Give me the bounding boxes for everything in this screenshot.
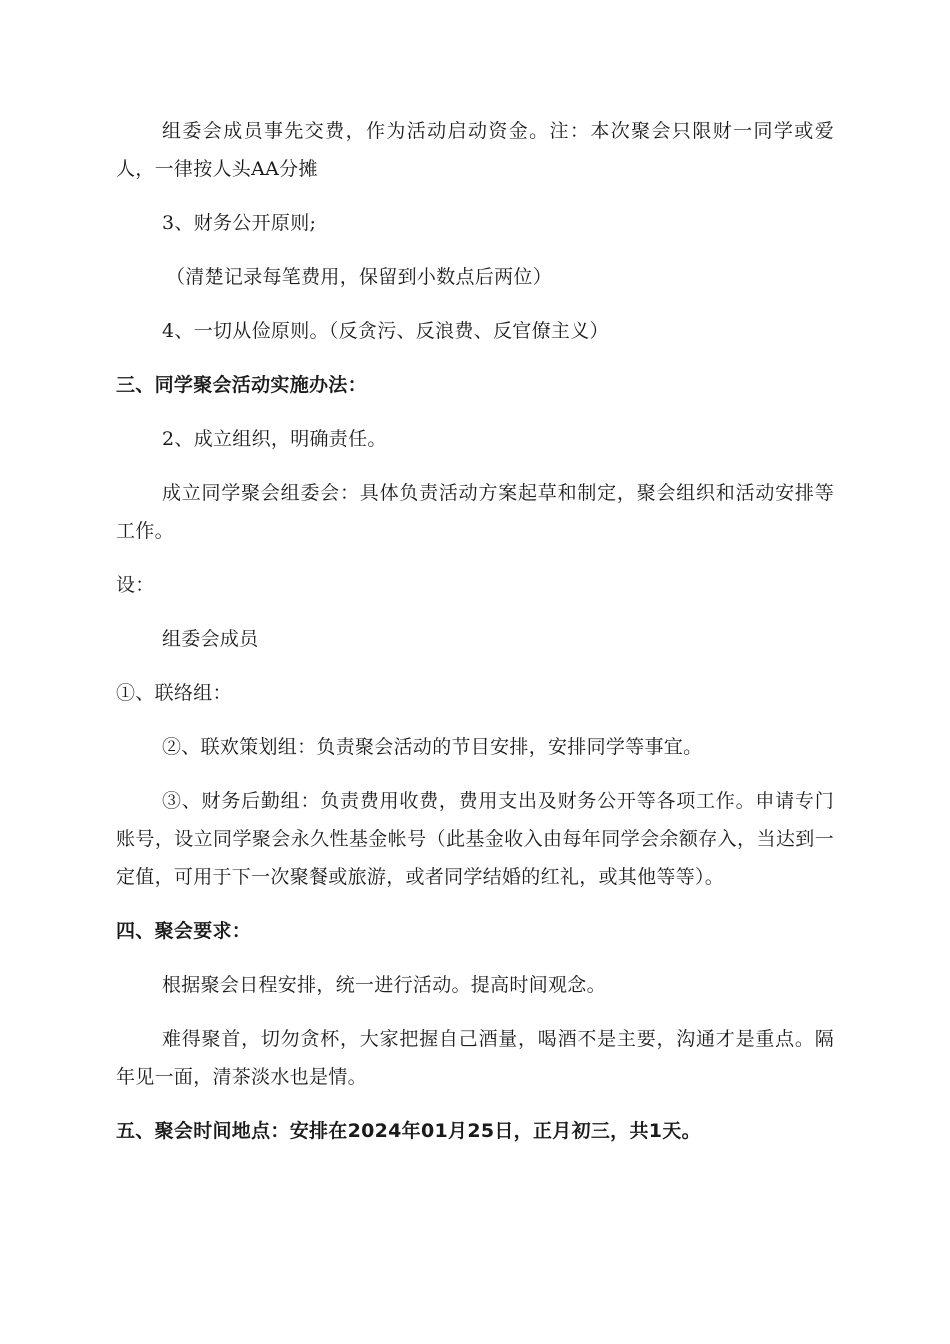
paragraph-establish-organization: 2、成立组织，明确责任。 <box>162 428 387 450</box>
paragraph-organizing-committee: 成立同学聚会组委会：具体负责活动方案起草和制定，聚会组织和活动安排等工作。 <box>116 482 834 542</box>
paragraph-finance-group: ③、财务后勤组：负责费用收费，费用支出及财务公开等各项工作。申请专门账号，设立同学聚会永久性基金帐号（此基金收入由每年同学会余额存入，当达到一定值，可用于下一次聚餐或旅游，或者同学结婚的红礼，或其他等等）。 <box>116 790 834 888</box>
paragraph-schedule: 根据聚会日程安排，统一进行活动。提高时间观念。 <box>162 974 606 996</box>
paragraph-planning-group: ②、联欢策划组：负责聚会活动的节目安排，安排同学等事宜。 <box>162 736 703 758</box>
paragraph-prepaid-fees: 组委会成员事先交费，作为活动启动资金。注：本次聚会只限财一同学或爱人，一律按人头AA分摊 <box>116 120 834 180</box>
paragraph-setup: 设： <box>116 574 155 596</box>
section-heading-implementation: 三、同学聚会活动实施办法： <box>116 374 367 396</box>
paragraph-drinking: 难得聚首，切勿贪杯，大家把握自己酒量，喝酒不是主要，沟通才是重点。隔年见一面，清茶淡水也是情。 <box>116 1028 834 1088</box>
paragraph-liaison-group: ①、联络组： <box>116 682 232 704</box>
paragraph-financial-transparency: 3、财务公开原则; <box>162 212 317 234</box>
section-heading-time-place: 五、聚会时间地点：安排在2024年01月25日，正月初三，共1天。 <box>116 1120 701 1142</box>
document-page <box>116 112 834 1166</box>
paragraph-frugality: 4、一切从俭原则。（反贪污、反浪费、反官僚主义） <box>162 320 609 342</box>
paragraph-record-expenses: （清楚记录每笔费用，保留到小数点后两位） <box>166 266 553 288</box>
paragraph-committee-members: 组委会成员 <box>162 628 259 650</box>
section-heading-requirements: 四、聚会要求： <box>116 920 252 942</box>
